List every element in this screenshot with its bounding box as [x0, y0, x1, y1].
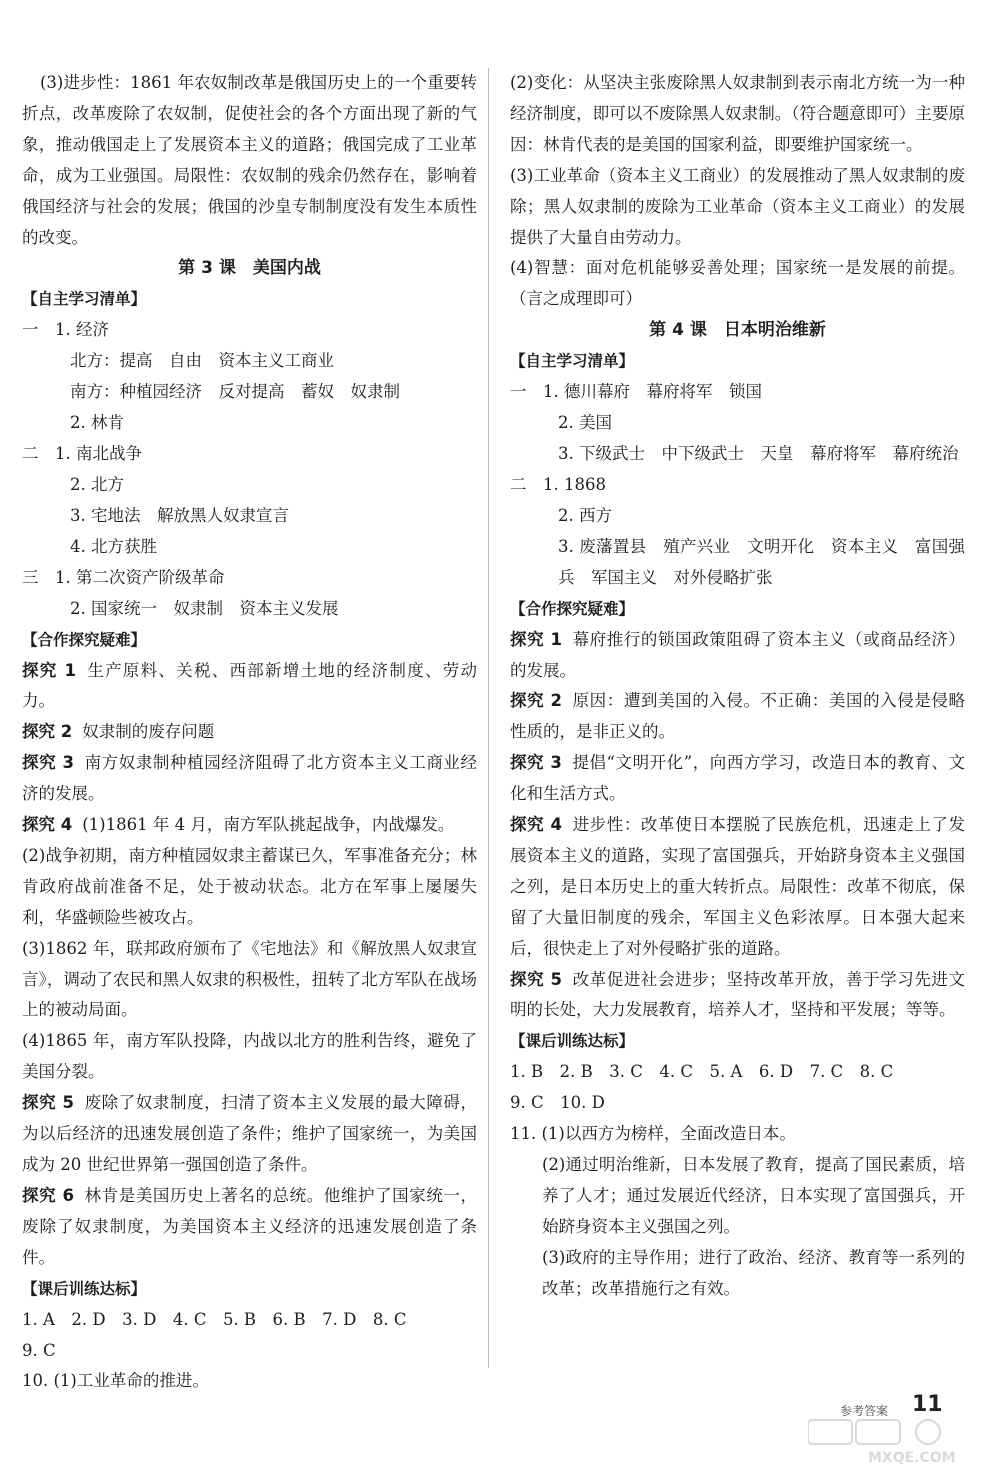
inquiry-tag: 探究 3 [22, 753, 74, 773]
list-item: 4. 北方获胜 [70, 536, 157, 556]
list-item: 二 1. 1868 [510, 474, 606, 494]
watermark-text: MXQE.COM [868, 1450, 956, 1466]
section-self-study: 【自主学习清单】 [22, 290, 147, 309]
list-item: 一 1. 经济 [22, 320, 109, 340]
inquiry-1 [22, 656, 477, 718]
section-self-study: 【自主学习清单】 [510, 352, 635, 371]
list-item: 2. 林肯 [70, 413, 124, 433]
inquiry-tag: 探究 2 [510, 691, 562, 711]
inquiry-text: (1)1861 年 4 月，南方军队挑起战争，内战爆发。 [82, 815, 455, 835]
lesson-3-title: 第 3 课 美国内战 [178, 258, 321, 279]
question-11-part: (3)政府的主导作用；进行了政治、经济、教育等一系列的改革；改革措施行之有效。 [542, 1247, 965, 1298]
inquiry-tag: 探究 3 [510, 753, 562, 773]
list-item: 北方：提高 自由 资本主义工商业 [70, 351, 334, 371]
page-number: 11 [912, 1392, 943, 1417]
paragraph: (3)工业革命（资本主义工商业）的发展推动了黑人奴隶制的废除；黑人奴隶制的废除为工业革命（资本主义工商业）的发展提供了大量自由劳动力。 [510, 165, 965, 247]
section-after-class: 【课后训练达标】 [510, 1032, 635, 1051]
list-item: 2. 北方 [70, 474, 124, 494]
inquiry-tag: 探究 1 [510, 629, 562, 649]
inquiry-3 [510, 748, 965, 810]
list-item: 三 1. 第二次资产阶级革命 [22, 567, 225, 587]
left-column [22, 68, 477, 1397]
inquiry-4-part: (2)战争初期，南方种植园奴隶主蓄谋已久，军事准备充分；林肯政府战前准备不足，处于被动状态。北方在军事上屡屡失利，华盛顿险些被攻占。 [22, 845, 477, 927]
answer-row: 9. C 10. D [510, 1093, 605, 1113]
list-item: 二 1. 南北战争 [22, 444, 142, 464]
inquiry-text: 幕府推行的锁国政策阻碍了资本主义（或商品经济）的发展。 [510, 629, 966, 680]
list-item: 一 1. 德川幕府 幕府将军 锁国 [510, 382, 762, 402]
right-column [510, 68, 965, 1305]
inquiry-4 [510, 810, 965, 965]
list-item: 2. 西方 [558, 505, 612, 525]
inquiry-4-part: (4)1865 年，南方军队投降，内战以北方的胜利告终，避免了美国分裂。 [22, 1031, 477, 1082]
inquiry-text: 改革促进社会进步；坚持改革开放，善于学习先进文明的长处，大力发展教育，培养人才，坚持和平发展；等等。 [510, 969, 966, 1020]
paragraph: (2)变化：从坚决主张废除黑人奴隶制到表示南北方统一为一种经济制度，即可以不废除黑人奴隶制。（符合题意即可）主要原因：林肯代表的是美国的国家利益，即要维护国家统一。 [510, 73, 965, 154]
inquiry-tag: 探究 4 [22, 815, 73, 835]
section-cooperative-inquiry: 【合作探究疑难】 [22, 630, 147, 649]
list-item: 3. 废藩置县 殖产兴业 文明开化 资本主义 富国强兵 军国主义 对外侵略扩张 [558, 536, 965, 587]
inquiry-1 [510, 625, 965, 687]
inquiry-2 [510, 686, 965, 748]
answer-row: 9. C [22, 1340, 56, 1360]
inquiry-5 [22, 1088, 477, 1181]
question-11-part: (2)通过明治维新，日本发展了教育，提高了国民素质，培养了人才；通过发展近代经济，日本实现了富国强兵，开始跻身资本主义强国之列。 [542, 1155, 965, 1236]
list-item: 2. 国家统一 奴隶制 资本主义发展 [70, 598, 339, 618]
list-item: 2. 美国 [558, 413, 612, 433]
inquiry-text: 生产原料、关税、西部新增土地的经济制度、劳动力。 [22, 660, 478, 711]
column-divider [488, 68, 489, 1368]
inquiry-text: 奴隶制的废存问题 [82, 722, 215, 742]
inquiry-4 [22, 810, 477, 841]
footer-label: 参考答案 [840, 1404, 889, 1418]
inquiry-6 [22, 1181, 477, 1274]
inquiry-text: 原因：遭到美国的入侵。不正确：美国的入侵是侵略性质的，是非正义的。 [510, 691, 966, 742]
inquiry-tag: 探究 5 [510, 969, 562, 989]
intro-paragraph: (3)进步性：1861 年农奴制改革是俄国历史上的一个重要转折点，改革废除了农奴制，促使社会的各个方面出现了新的气象，推动俄国走上了发展资本主义的道路；俄国完成了工业革命，成为工业强国。局限性：农奴制的残余仍然存在，影响着俄国经济与社会的发展；俄国的沙皇专制制度没有发生本质性的改变。 [22, 73, 477, 247]
list-item: 3. 下级武士 中下级武士 天皇 幕府将军 幕府统治 [558, 444, 959, 464]
answer-row: 1. A 2. D 3. D 4. C 5. B 6. B 7. D 8. C [22, 1309, 407, 1329]
inquiry-text: 南方奴隶制种植园经济阻碍了北方资本主义工商业经济的发展。 [22, 753, 478, 804]
inquiry-5 [510, 965, 965, 1027]
inquiry-tag: 探究 2 [22, 722, 73, 742]
inquiry-tag: 探究 1 [22, 660, 77, 680]
inquiry-3 [22, 748, 477, 810]
question-11: 11. (1)以西方为榜样，全面改造日本。 [510, 1124, 796, 1144]
watermark-logo [808, 1418, 988, 1466]
inquiry-text: 废除了奴隶制度，扫清了资本主义发展的最大障碍，为以后经济的迅速发展创造了条件；维护了国家统一，为美国成为 20 世纪世界第一强国创造了条件。 [22, 1093, 478, 1174]
inquiry-text: 进步性：改革使日本摆脱了民族危机，迅速走上了发展资本主义的道路，实现了富国强兵，开始跻身资本主义强国之列，是日本历史上的重大转折点。局限性：改革不彻底，保留了大量旧制度的残余，军国主义色彩浓厚。日本强大起来后，很快走上了对外侵略扩张的道路。 [510, 815, 966, 958]
paragraph: (4)智慧：面对危机能够妥善处理；国家统一是发展的前提。（言之成理即可） [510, 258, 965, 309]
list-item: 南方：种植园经济 反对提高 蓄奴 奴隶制 [70, 382, 400, 402]
inquiry-text: 提倡“文明开化”，向西方学习，改造日本的教育、文化和生活方式。 [510, 753, 965, 804]
question-10: 10. (1)工业革命的推进。 [22, 1371, 209, 1391]
inquiry-tag: 探究 5 [22, 1093, 74, 1113]
inquiry-2 [22, 717, 477, 748]
list-item: 3. 宅地法 解放黑人奴隶宣言 [70, 505, 289, 525]
inquiry-tag: 探究 6 [22, 1185, 74, 1205]
section-cooperative-inquiry: 【合作探究疑难】 [510, 599, 635, 618]
lesson-4-title: 第 4 课 日本明治维新 [649, 320, 826, 341]
answer-row: 1. B 2. B 3. C 4. C 5. A 6. D 7. C 8. C [510, 1062, 894, 1082]
inquiry-text: 林肯是美国历史上著名的总统。他维护了国家统一，废除了奴隶制度，为美国资本主义经济的迅速发展创造了条件。 [22, 1185, 478, 1267]
inquiry-4-part: (3)1862 年，联邦政府颁布了《宅地法》和《解放黑人奴隶宣言》，调动了农民和黑人奴隶的积极性，扭转了北方军队在战场上的被动局面。 [22, 938, 477, 1020]
inquiry-tag: 探究 4 [510, 815, 562, 835]
section-after-class: 【课后训练达标】 [22, 1279, 147, 1298]
